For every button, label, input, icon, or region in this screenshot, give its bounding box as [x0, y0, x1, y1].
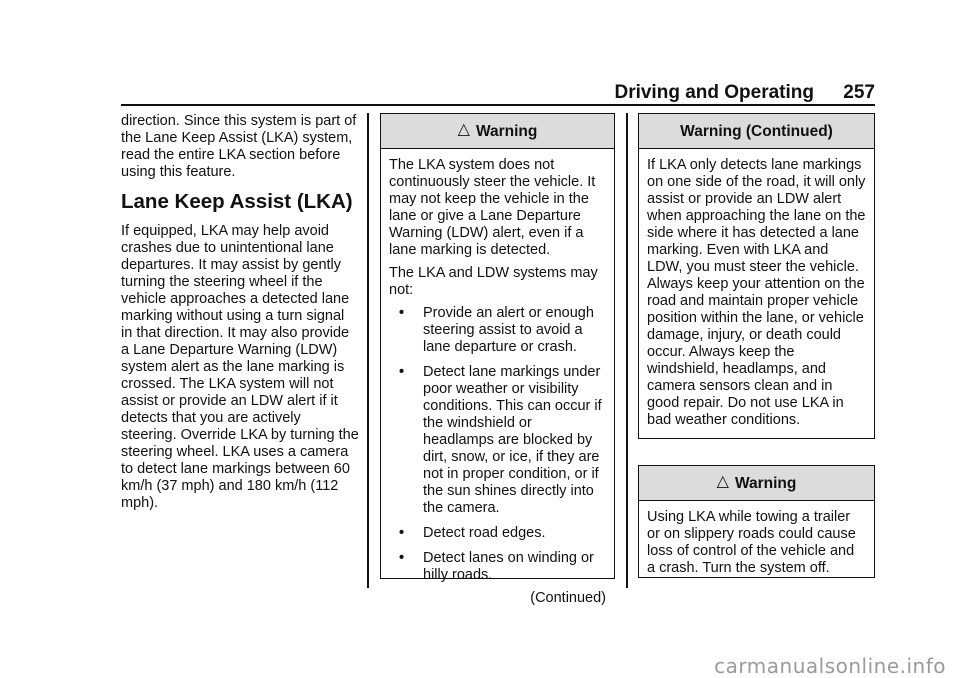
page-number: 257	[843, 82, 875, 103]
list-item	[389, 305, 606, 356]
continued-label: (Continued)	[530, 590, 606, 606]
warning-paragraph: If LKA only detects lane markings on one side of the road, it will only assist or provide an LDW alert when approaching the lane on the side where it has detected a lane marking. Even with LKA and LDW, you must steer the vehicle. Always keep your attention on the road and maintain proper vehicle position within the lane, or vehicle damage, injury, or death could occur. Always keep the windshield, headlamps, and camera sensors clean and in good repair. Do not use LKA in bad weather conditions.	[647, 157, 866, 428]
warning-box-1	[380, 113, 615, 606]
column-divider-2	[626, 113, 628, 588]
bullet-marker: •	[399, 305, 405, 321]
list-item	[389, 525, 606, 542]
warning-box-3	[638, 465, 875, 578]
bullet-marker: •	[399, 364, 405, 380]
warning-triangle-icon: △	[716, 472, 729, 490]
warning-paragraph-2: The LKA and LDW systems may not:	[389, 265, 598, 298]
warning-title: Warning	[734, 474, 797, 492]
warning-bullet-list	[389, 305, 606, 584]
intro-paragraph: direction. Since this system is part of the Lane Keep Assist (LKA) system, read the entire LKA section before using this feature.	[121, 113, 357, 180]
warning-box-body	[639, 501, 874, 589]
warning-title: Warning (Continued)	[680, 122, 833, 140]
warning-title: Warning	[475, 122, 538, 140]
section-title: Driving and Operating	[614, 82, 814, 103]
bullet-marker: •	[399, 550, 405, 566]
warning-box-header	[639, 466, 874, 501]
list-item-text: Detect lanes on winding or hilly roads.	[423, 550, 594, 583]
lka-body-paragraph: If equipped, LKA may help avoid crashes due to unintentional lane departures. It may assist by gently turning the steering wheel if the vehicle approaches a detected lane marking without using a turn signal in that direction. It may also provide a Lane Departure Warning (LDW) system alert as the lane marking is crossed. The LKA system will not assist or provide an LDW alert if it detects that you are actively steering. Override LKA by turning the steering wheel. LKA uses a camera to detect lane markings between 60 km/h (37 mph) and 180 km/h (112 mph).	[121, 223, 359, 511]
warning-box-header	[639, 114, 874, 149]
warning-box-body	[639, 149, 874, 441]
warning-triangle-icon: △	[457, 120, 470, 138]
lka-heading: Lane Keep Assist (LKA)	[121, 190, 353, 213]
left-column	[121, 113, 359, 520]
warning-paragraph: Using LKA while towing a trailer or on slippery roads could cause loss of control of the vehicle and a crash. Turn the system off.	[647, 509, 856, 576]
warning-box-header	[381, 114, 614, 149]
list-item	[389, 550, 606, 584]
column-divider-1	[367, 113, 369, 588]
list-item	[389, 364, 606, 517]
bullet-marker: •	[399, 525, 405, 541]
warning-paragraph-1: The LKA system does not continuously steer the vehicle. It may not keep the vehicle in the lane or give a Lane Departure Warning (LDW) alert, even if a lane marking is detected.	[389, 157, 596, 258]
list-item-text: Detect lane markings under poor weather or visibility conditions. This can occur if the windshield or headlamps are blocked by dirt, snow, or ice, if they are not in proper condition, or if the sun shines directly into the camera.	[423, 364, 602, 516]
warning-box-body	[381, 149, 614, 613]
header-rule	[121, 104, 875, 106]
watermark: carmanualsonline.info	[714, 654, 946, 678]
warning-box-2	[638, 113, 875, 439]
list-item-text: Provide an alert or enough steering assist to avoid a lane departure or crash.	[423, 305, 594, 355]
list-item-text: Detect road edges.	[423, 525, 546, 541]
